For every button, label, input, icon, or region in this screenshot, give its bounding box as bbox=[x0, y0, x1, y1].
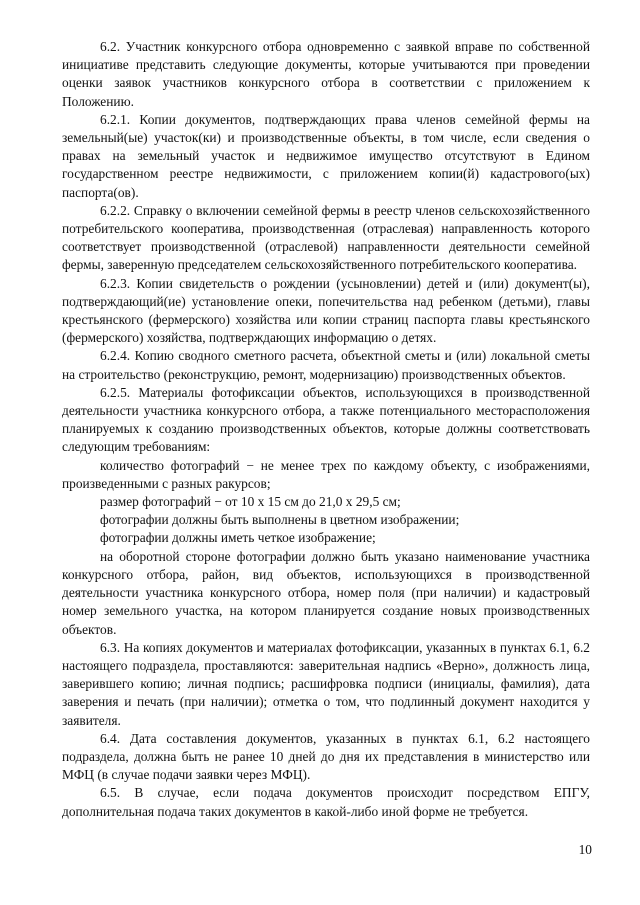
requirement-photo-clarity: фотографии должны иметь четкое изображение; bbox=[100, 530, 376, 546]
paragraph-6-2-2: 6.2.2. Справку о включении семейной фермы в реестр членов сельскохозяйственного потребительского кооператива, производственная (отраслевая) направленность которого соответствует производственной (отраслевой) направленности деятельности семейной фермы, заверенную председателем сельскохозяйственного потребительского кооператива. bbox=[62, 202, 590, 273]
paragraph-6-5: 6.5. В случае, если подача документов происходит посредством ЕПГУ, дополнительная подача таких документов в какой-либо иной форме не требуется. bbox=[62, 785, 590, 819]
paragraph-6-2-1: 6.2.1. Копии документов, подтверждающих права членов семейной фермы на земельный(ые) участок(ки) и производственные объекты, в том числе, если сведения о правах на земельный участок и недвижимое имущество отсутствуют в Едином государственном реестре недвижимости, с приложением копии(й) кадастрового(ых) паспорта(ов). bbox=[62, 111, 590, 200]
requirement-photo-size: размер фотографий − от 10 х 15 см до 21,0 х 29,5 см; bbox=[100, 494, 401, 510]
paragraph-6-3: 6.3. На копиях документов и материалах фотофиксации, указанных в пунктах 6.1, 6.2 настоящего подраздела, проставляются: заверительная надпись «Верно», должность лица, заверившего копию; личная подпись; расшифровка подписи (инициалы, фамилия), дата заверения и печать (при наличии); отметка о том, что подлинный документ находится у заявителя. bbox=[62, 639, 590, 728]
paragraph-6-2-4: 6.2.4. Копию сводного сметного расчета, объектной сметы и (или) локальной сметы на строительство (реконструкцию, ремонт, модернизацию) производственных объектов. bbox=[62, 348, 590, 382]
paragraph-6-4: 6.4. Дата составления документов, указанных в пунктах 6.1, 6.2 настоящего подраздела, должна быть не ранее 10 дней до дня их представления в министерство или МФЦ (в случае подачи заявки через МФЦ). bbox=[62, 730, 590, 783]
paragraph-6-2-3: 6.2.3. Копии свидетельств о рождении (усыновлении) детей и (или) документ(ы), подтверждающий(ие) установление опеки, попечительства над ребенком (детьми), главы крестьянского (фермерского) хозяйства или копии страниц паспорта главы крестьянского (фермерского) хозяйства, подтверждающих информацию о детях. bbox=[62, 275, 590, 346]
paragraph-6-2-5: 6.2.5. Материалы фотофиксации объектов, использующихся в производственной деятельности участника конкурсного отбора, а также потенциального месторасположения планируемых к созданию производственных объектов, которые должны соответствовать следующим требованиям: bbox=[62, 384, 590, 455]
page-number: 10 bbox=[578, 842, 592, 857]
requirement-photo-color: фотографии должны быть выполнены в цветном изображении; bbox=[100, 512, 460, 528]
paragraph-6-2: 6.2. Участник конкурсного отбора одновременно с заявкой вправе по собственной инициативе представить следующие документы, которые учитываются при проведении оценки заявок участников конкурсного отбора в соответствии с приложением к Положению. bbox=[62, 39, 590, 109]
requirement-photo-reverse-side: на оборотной стороне фотографии должно быть указано наименование участника конкурсного отбора, район, вид объектов, использующихся в производственной деятельности участника конкурсного отбора, номер поля (при наличии) и кадастровый номер земельного участка, на котором планируется создание новых производственных объектов. bbox=[62, 548, 590, 637]
document-body bbox=[62, 38, 590, 821]
requirement-photo-count: количество фотографий − не менее трех по каждому объекту, с изображениями, произведенными с разных ракурсов; bbox=[62, 457, 590, 491]
